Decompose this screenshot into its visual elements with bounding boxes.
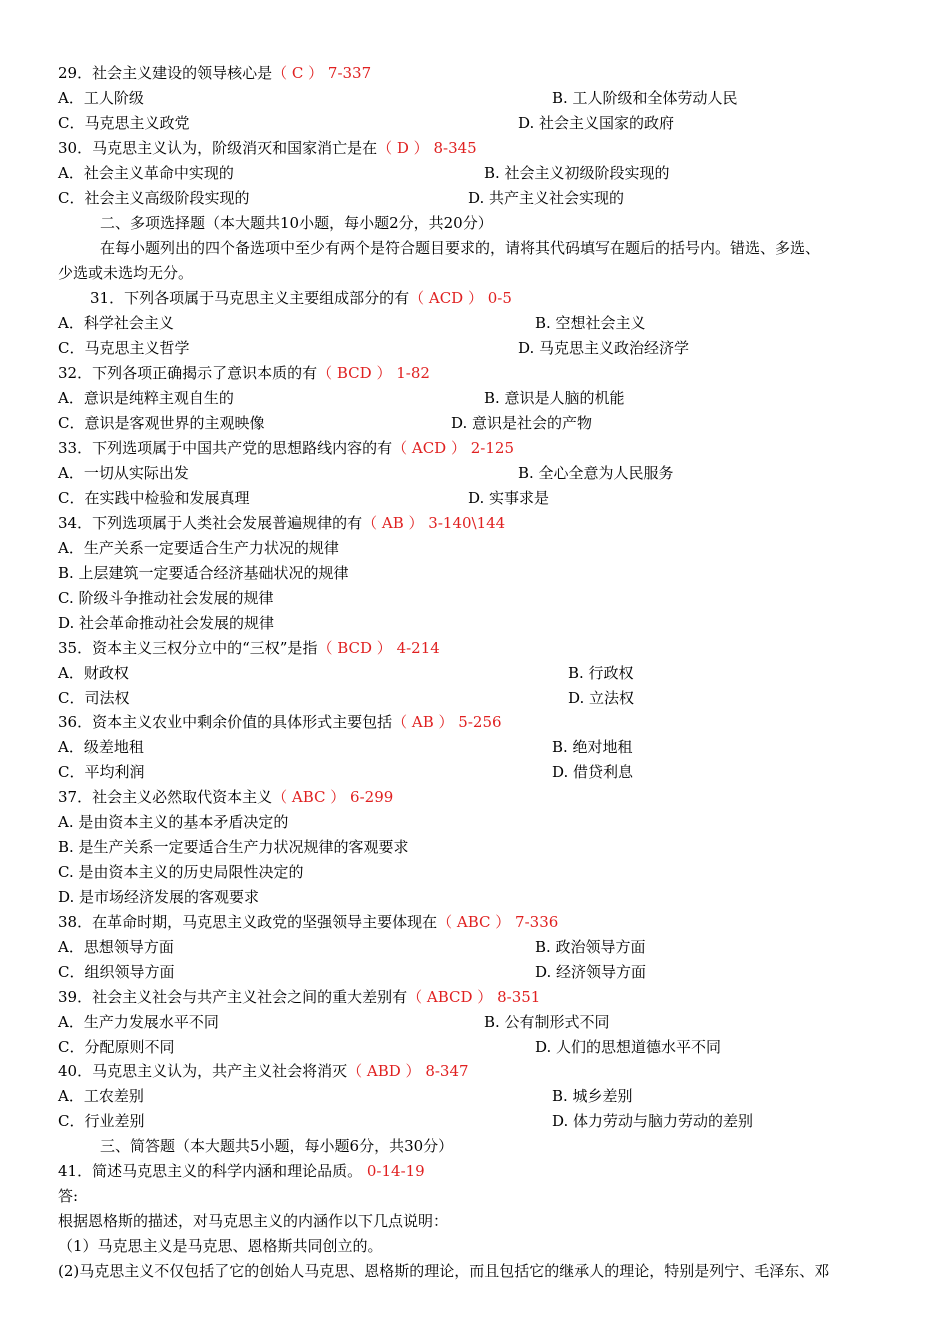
answer-paragraph: （1）马克思主义是马克思、恩格斯共同创立的。: [58, 1237, 383, 1255]
question-41: [58, 1159, 930, 1183]
option-c: C. 是由资本主义的历史局限性决定的: [58, 863, 304, 881]
answer-bracket: （ BCD ）: [317, 639, 392, 657]
section-heading-multiple-choice: 二、多项选择题（本大题共10小题，每小题2分，共20分）: [100, 214, 493, 232]
option-row: [58, 486, 930, 510]
option-d: D. 实事求是: [468, 489, 550, 507]
option-row: [58, 161, 930, 185]
option-c: C．马克思主义政党: [58, 114, 190, 132]
option-d: D. 体力劳动与脑力劳动的差别: [552, 1112, 754, 1130]
question-text: ．社会主义社会与共产主义社会之间的重大差别有: [77, 988, 408, 1006]
option-row: [58, 386, 930, 410]
option-b: B. 公有制形式不同: [484, 1013, 610, 1031]
answer-bracket: （ ACD ）: [409, 289, 483, 307]
answer-paragraph: 根据恩格斯的描述，对马克思主义的内涵作以下几点说明：: [58, 1212, 449, 1230]
option-row: [58, 661, 930, 685]
question-number: 34: [58, 514, 78, 532]
reference-code: 7-337: [327, 64, 372, 82]
option-c: C. 阶级斗争推动社会发展的规律: [58, 589, 274, 607]
reference-code: 3-140\144: [428, 514, 506, 532]
option-b: B. 绝对地租: [552, 738, 633, 756]
question-number: 30: [58, 139, 78, 157]
reference-code: 1-82: [396, 364, 430, 382]
reference-code: 6-299: [350, 788, 394, 806]
option-c: C．分配原则不同: [58, 1038, 175, 1056]
section-instruction: 在每小题列出的四个备选项中至少有两个是符合题目要求的，请将其代码填写在题后的括号内。错选、多选、: [100, 239, 821, 257]
question-number: 39: [58, 988, 78, 1006]
option-b: B. 意识是人脑的机能: [484, 389, 625, 407]
question-text: ．下列选项属于中国共产党的思想路线内容的有: [77, 439, 393, 457]
option-b: B. 社会主义初级阶段实现的: [484, 164, 670, 182]
question-29: [58, 61, 930, 85]
option-row: [58, 735, 930, 759]
question-number: 33: [58, 439, 78, 457]
answer-paragraph: (2)马克思主义不仅包括了它的创始人马克思、恩格斯的理论，而且包括它的继承人的理论，特别是列宁、毛泽东、邓: [58, 1262, 830, 1280]
option-a: A. 是由资本主义的基本矛盾决定的: [58, 813, 289, 831]
answer-bracket: （ ABD ）: [347, 1062, 421, 1080]
answer-bracket: （ D ）: [377, 139, 429, 157]
question-number: 29: [58, 64, 78, 82]
answer-bracket: （ ABCD ）: [407, 988, 493, 1006]
option-row: [58, 336, 930, 360]
option-d: D. 立法权: [568, 689, 635, 707]
option-d: D. 经济领导方面: [535, 963, 647, 981]
option-d: D. 共产主义社会实现的: [468, 189, 625, 207]
section-heading-short-answer: 三、简答题（本大题共5小题，每小题6分，共30分）: [100, 1137, 454, 1155]
option-b: B. 政治领导方面: [535, 938, 646, 956]
question-text: ．社会主义必然取代资本主义: [77, 788, 273, 806]
option-row: [58, 935, 930, 959]
section-instruction-cont: 少选或未选均无分。: [58, 264, 194, 282]
option-row: [58, 461, 930, 485]
option-a: A．社会主义革命中实现的: [58, 164, 234, 182]
reference-code: 8-351: [497, 988, 541, 1006]
option-d: D. 是市场经济发展的客观要求: [58, 888, 260, 906]
option-c: C．在实践中检验和发展真理: [58, 489, 250, 507]
question-number: 36: [58, 713, 78, 731]
question-number: 35: [58, 639, 78, 657]
question-33: [58, 436, 930, 460]
question-text: ．马克思主义认为，共产主义社会将消灭: [77, 1062, 348, 1080]
option-c: C．司法权: [58, 689, 130, 707]
question-text: ．社会主义建设的领导核心是: [77, 64, 273, 82]
option-d: D. 马克思主义政治经济学: [518, 339, 690, 357]
option-d: D. 社会主义国家的政府: [518, 114, 675, 132]
option-d: D. 人们的思想道德水平不同: [535, 1038, 722, 1056]
question-text: ．资本主义农业中剩余价值的具体形式主要包括: [77, 713, 393, 731]
answer-label: 答:: [58, 1187, 79, 1205]
question-36: [58, 710, 930, 734]
option-a: A．思想领导方面: [58, 938, 174, 956]
answer-bracket: （ C ）: [272, 64, 324, 82]
option-row: [58, 1010, 930, 1034]
question-number: 37: [58, 788, 78, 806]
answer-bracket: （ ACD ）: [392, 439, 466, 457]
option-a: A．工人阶级: [58, 89, 144, 107]
option-d: D. 借贷利息: [552, 763, 634, 781]
question-text: ．下列选项属于人类社会发展普遍规律的有: [77, 514, 363, 532]
option-c: C．马克思主义哲学: [58, 339, 190, 357]
option-row: [58, 1109, 930, 1133]
question-text: ．在革命时期，马克思主义政党的坚强领导主要体现在: [77, 913, 438, 931]
question-text: ．下列各项属于马克思主义主要组成部分的有: [109, 289, 410, 307]
option-row: [58, 111, 930, 135]
option-row: [58, 311, 930, 335]
option-row: [58, 1084, 930, 1108]
question-text: 41．简述马克思主义的科学内涵和理论品质。: [58, 1162, 363, 1180]
reference-code: 8-345: [433, 139, 477, 157]
option-a: A．生产力发展水平不同: [58, 1013, 219, 1031]
option-row: [58, 86, 930, 110]
option-row: [58, 686, 930, 710]
option-b: B. 城乡差别: [552, 1087, 633, 1105]
reference-code: 8-347: [425, 1062, 469, 1080]
option-a: A．生产关系一定要适合生产力状况的规律: [58, 539, 339, 557]
question-39: [58, 985, 930, 1009]
option-b: B. 上层建筑一定要适合经济基础状况的规律: [58, 564, 349, 582]
option-a: A．级差地租: [58, 738, 144, 756]
answer-bracket: （ ABC ）: [272, 788, 346, 806]
option-b: B. 全心全意为人民服务: [518, 464, 674, 482]
question-text: ．马克思主义认为，阶级消灭和国家消亡是在: [77, 139, 378, 157]
option-b: B. 行政权: [568, 664, 634, 682]
answer-bracket: （ BCD ）: [317, 364, 392, 382]
option-row: [58, 186, 930, 210]
reference-code: 0-5: [487, 289, 512, 307]
option-c: C．意识是客观世界的主观映像: [58, 414, 265, 432]
option-a: A．工农差别: [58, 1087, 144, 1105]
question-35: [58, 636, 930, 660]
option-b: B. 空想社会主义: [535, 314, 646, 332]
reference-code: 0-14-19: [366, 1162, 425, 1180]
option-a: A．一切从实际出发: [58, 464, 189, 482]
question-number: 40: [58, 1062, 78, 1080]
option-a: A．意识是纯粹主观自生的: [58, 389, 234, 407]
question-30: [58, 136, 930, 160]
answer-bracket: （ AB ）: [362, 514, 424, 532]
reference-code: 5-256: [458, 713, 502, 731]
question-text: ．资本主义三权分立中的“三权”是指: [77, 639, 318, 657]
question-40: [58, 1059, 930, 1083]
option-c: C．行业差别: [58, 1112, 145, 1130]
option-row: [58, 760, 930, 784]
option-b: B. 是生产关系一定要适合生产力状况规律的客观要求: [58, 838, 409, 856]
option-row: [58, 960, 930, 984]
option-a: A．财政权: [58, 664, 129, 682]
option-row: [58, 411, 930, 435]
answer-bracket: （ AB ）: [392, 713, 454, 731]
option-b: B. 工人阶级和全体劳动人民: [552, 89, 738, 107]
reference-code: 4-214: [396, 639, 440, 657]
question-37: [58, 785, 930, 809]
reference-code: 2-125: [470, 439, 515, 457]
option-c: C．组织领导方面: [58, 963, 175, 981]
question-38: [58, 910, 930, 934]
reference-code: 7-336: [515, 913, 559, 931]
question-number: 31: [90, 289, 110, 307]
option-d: D. 社会革命推动社会发展的规律: [58, 614, 275, 632]
question-34: [58, 511, 930, 535]
question-text: ．下列各项正确揭示了意识本质的有: [77, 364, 318, 382]
option-c: C．平均利润: [58, 763, 145, 781]
option-d: D. 意识是社会的产物: [451, 414, 593, 432]
answer-bracket: （ ABC ）: [437, 913, 511, 931]
question-32: [58, 361, 930, 385]
option-row: [58, 1035, 930, 1059]
option-a: A．科学社会主义: [58, 314, 174, 332]
question-number: 38: [58, 913, 78, 931]
question-number: 32: [58, 364, 78, 382]
option-c: C．社会主义高级阶段实现的: [58, 189, 250, 207]
question-31: [90, 286, 930, 310]
